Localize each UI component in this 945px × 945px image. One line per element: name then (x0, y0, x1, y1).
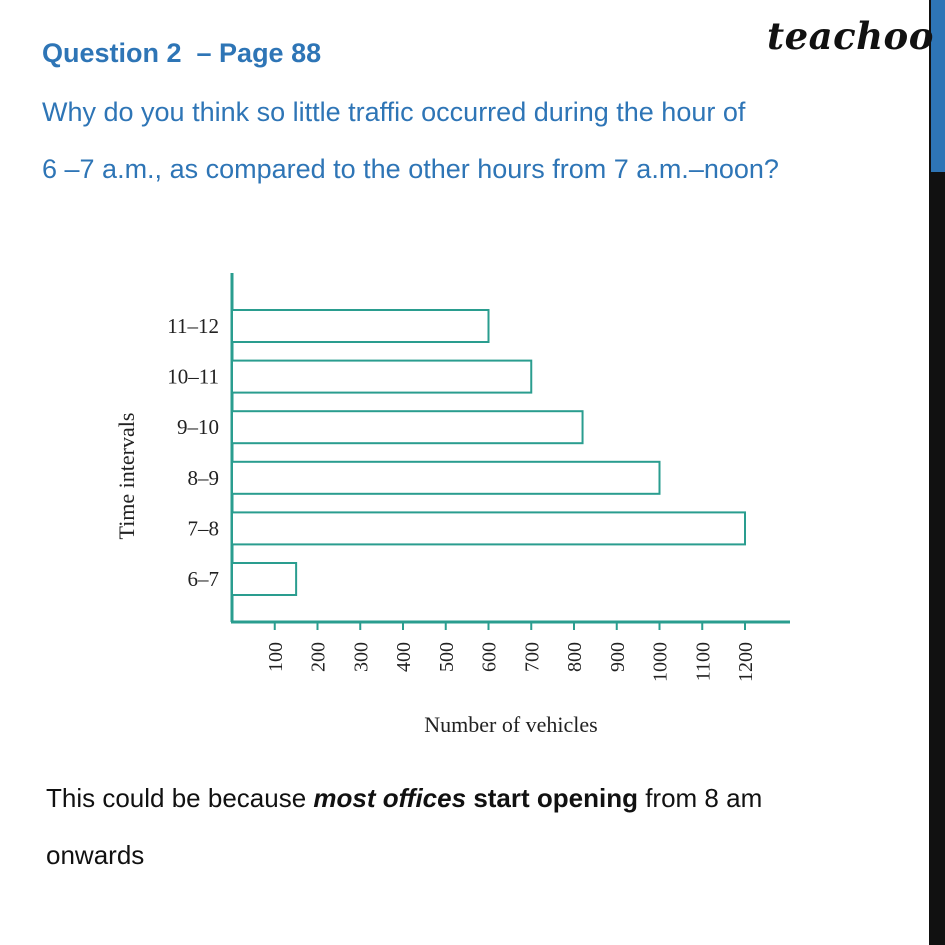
answer-emphasis-italic: most offices (313, 783, 467, 813)
x-tick-label: 1200 (735, 642, 757, 682)
y-tick-label: 9–10 (177, 415, 219, 440)
answer-prefix: This could be because (46, 783, 314, 813)
x-tick-label: 700 (521, 642, 544, 672)
bar-7–8 (232, 512, 745, 544)
question-text-line-1: Why do you think so little traffic occurred during the hour of (42, 97, 746, 127)
x-axis-label: Number of vehicles (424, 712, 598, 737)
y-tick-label: 10–11 (167, 364, 219, 389)
brand-logo: teachoo (767, 14, 934, 58)
x-tick-label: 900 (606, 642, 629, 672)
bar-11–12 (232, 310, 489, 342)
bar-6–7 (232, 563, 296, 595)
bar-9–10 (232, 411, 583, 443)
x-tick-label: 500 (435, 642, 458, 672)
y-tick-label: 11–12 (167, 314, 219, 338)
answer-text-line-1 (46, 783, 762, 814)
y-tick-label: 8–9 (187, 465, 219, 490)
x-tick-label: 100 (264, 642, 287, 672)
question-title: Question 2 – Page 88 (42, 38, 322, 68)
answer-emphasis-bold: start opening (473, 783, 638, 813)
answer-text-line-2: onwards (46, 840, 145, 870)
x-tick-label: 600 (478, 642, 501, 672)
y-tick-label: 6–7 (187, 567, 219, 591)
y-axis-label: Time intervals (114, 412, 139, 540)
x-tick-label: 1000 (649, 642, 672, 682)
y-tick-label: 7–8 (187, 516, 219, 541)
x-tick-label: 400 (393, 642, 415, 672)
x-tick-label: 300 (350, 642, 373, 672)
question-text-line-2: 6 –7 a.m., as compared to the other hours from 7 a.m.–noon? (42, 154, 779, 184)
x-tick-label: 200 (307, 642, 330, 672)
x-tick-label: 1100 (692, 642, 715, 682)
answer-suffix: from 8 am (637, 783, 763, 813)
bar-8–9 (232, 462, 660, 494)
x-tick-label: 800 (564, 642, 586, 672)
bar-10–11 (232, 361, 531, 393)
